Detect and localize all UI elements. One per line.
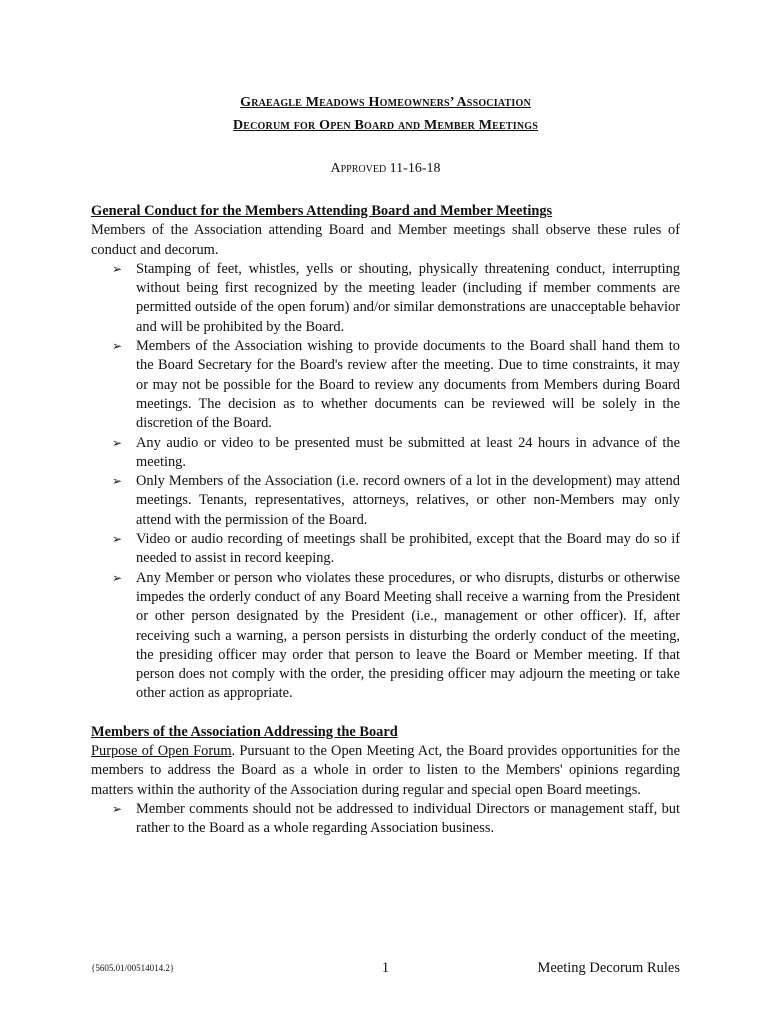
open-forum-paragraph [91,742,680,800]
list-item-text: Any audio or video to be presented must be submitted at least 24 hours in advance of the meeting. [136,434,680,470]
list-item [91,569,680,704]
arrowhead-bullet-icon: ➢ [112,339,123,354]
arrowhead-bullet-icon: ➢ [112,474,123,489]
list-item-text: Any Member or person who violates these procedures, or who disrupts, disturbs or otherwise impedes the orderly conduct of any Board Meeting shall receive a warning from the President or other person designated by the President (i.e., management or other officer). If, after receiving such a warning, a person persists in disturbing the orderly conduct of the meeting, the presiding officer may order that person to leave the Board or Member meeting. If that person does not comply with the order, the presiding officer may adjourn the meeting or take other action as appropriate. [136,569,680,702]
open-forum-text: . Pursuant to the Open Meeting Act, the Board provides opportunities for the members to address the Board as a whole in order to listen to the Members' opinions regarding matters within the authority of the Association during regular and special open Board meetings. [91,743,680,798]
page-footer [91,960,680,980]
section-heading-general-conduct: General Conduct for the Members Attending Board and Member Meetings [91,203,553,219]
purpose-of-open-forum-label: Purpose of Open Forum [91,743,232,760]
arrowhead-bullet-icon: ➢ [112,532,123,547]
arrowhead-bullet-icon: ➢ [112,801,123,816]
document-title-line-1: Graeagle Meadows Homeowners’ Association [240,95,531,110]
document-page [91,0,680,1024]
open-forum-list [91,800,680,839]
list-item [91,530,680,569]
section-intro: Members of the Association attending Board and Member meetings shall observe these rules of conduct and decorum. [91,222,680,258]
arrowhead-bullet-icon: ➢ [112,261,123,276]
arrowhead-bullet-icon: ➢ [112,570,123,585]
document-body [91,202,680,839]
page-number: 1 [381,960,390,976]
document-title-line-2: Decorum for Open Board and Member Meetings [232,118,539,133]
section-spacer [91,704,680,723]
arrowhead-bullet-icon: ➢ [112,435,123,450]
list-item [91,434,680,473]
section-heading-addressing-board: Members of the Association Addressing the Board [91,723,398,740]
list-item-text: Members of the Association wishing to provide documents to the Board shall hand them to the Board Secretary for the Board's review after the meeting. Due to time constraints, it may or may not be possible for the Board to review any documents from Members during Board meetings. The decision as to whether documents can be reviewed will be solely in the discretion of the Board. [136,338,680,432]
list-item-text: Member comments should not be addressed to individual Directors or management staff, but rather to the Board as a whole regarding Association business. [136,800,680,837]
list-item [91,472,680,530]
list-item [91,337,680,433]
footer-document-title: Meeting Decorum Rules [537,960,680,976]
approved-date: Approved 11-16-18 [330,161,441,176]
list-item-text: Only Members of the Association (i.e. record owners of a lot in the development) may attend meetings. Tenants, representatives, attorneys, relatives, or other non-Members may only attend with the permission of the Board. [136,473,680,528]
list-item-text: Video or audio recording of meetings shall be prohibited, except that the Board may do so if needed to assist in record keeping. [136,531,680,567]
general-conduct-list [91,260,680,704]
list-item-text: Stamping of feet, whistles, yells or shouting, physically threatening conduct, interrupting without being first recognized by the meeting leader (including if member comments are permitted outside of the open forum) and/or similar demonstrations are unacceptable behavior and will be prohibited by the Board. [136,260,680,335]
document-id: {5605.01/00514014.2} [91,963,175,973]
list-item [91,800,680,839]
list-item [91,260,680,337]
